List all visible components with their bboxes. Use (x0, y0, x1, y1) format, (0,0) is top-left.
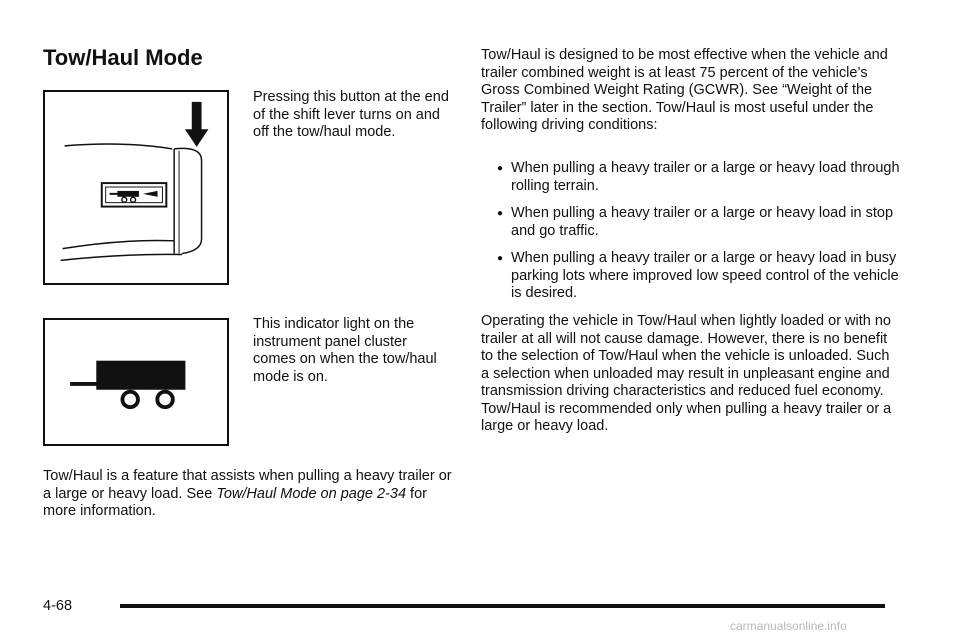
page-number: 4-68 (43, 598, 73, 614)
cross-reference-link[interactable]: Tow/Haul Mode on page 2-34 (216, 485, 407, 502)
description-text-end: for more information. (43, 485, 427, 519)
tow-haul-description (43, 468, 453, 521)
list-item (481, 250, 901, 303)
indicator-light-illustration (43, 318, 229, 446)
shift-lever-illustration (43, 90, 229, 285)
shift-lever-button-icon (45, 92, 227, 283)
bullet-icon: ● (497, 208, 504, 219)
footer-divider (120, 604, 885, 608)
list-item (481, 160, 901, 195)
list-item-text: When pulling a heavy trailer or a large or heavy load in stop and go traffic. (511, 205, 894, 239)
description-text: Tow/Haul is a feature that assists when pulling a heavy trailer or a large or heavy load. See (43, 468, 452, 502)
figure1-caption: Pressing this button at the end of the shift lever turns on and off the tow/haul mode. (253, 89, 449, 140)
tow-haul-closing: Operating the vehicle in Tow/Haul when lightly loaded or with no trailer at all will not cause damage. However, there is no benefit to the selection of Tow/Haul when the vehicle is unloaded. Such a selection when unloaded may result in unpleasant engine and transmission driving characteristics and reduced fuel economy. Tow/Haul is recommended only when pulling a heavy trailer or a large or heavy load. (481, 313, 892, 434)
list-item (481, 205, 901, 240)
bullet-icon: ● (497, 163, 504, 174)
page-title: Tow/Haul Mode (43, 45, 203, 70)
tow-haul-intro: Tow/Haul is designed to be most effective when the vehicle and trailer combined weight is at least 75 percent of the vehicle’s Gross Combined Weight Rating (GCWR). See “Weight of the Trailer” later in the section. Tow/Haul is most useful under the following driving conditions: (481, 47, 888, 133)
watermark: carmanualsonline.info (730, 619, 847, 633)
trailer-indicator-icon (45, 320, 227, 444)
driving-conditions-list (481, 160, 901, 313)
figure2-caption: This indicator light on the instrument panel cluster comes on when the tow/haul mode is on. (253, 316, 437, 385)
bullet-icon: ● (497, 253, 504, 264)
list-item-text: When pulling a heavy trailer or a large or heavy load in busy parking lots where improved low speed control of the vehicle is desired. (511, 250, 899, 301)
list-item-text: When pulling a heavy trailer or a large or heavy load through rolling terrain. (511, 160, 900, 194)
